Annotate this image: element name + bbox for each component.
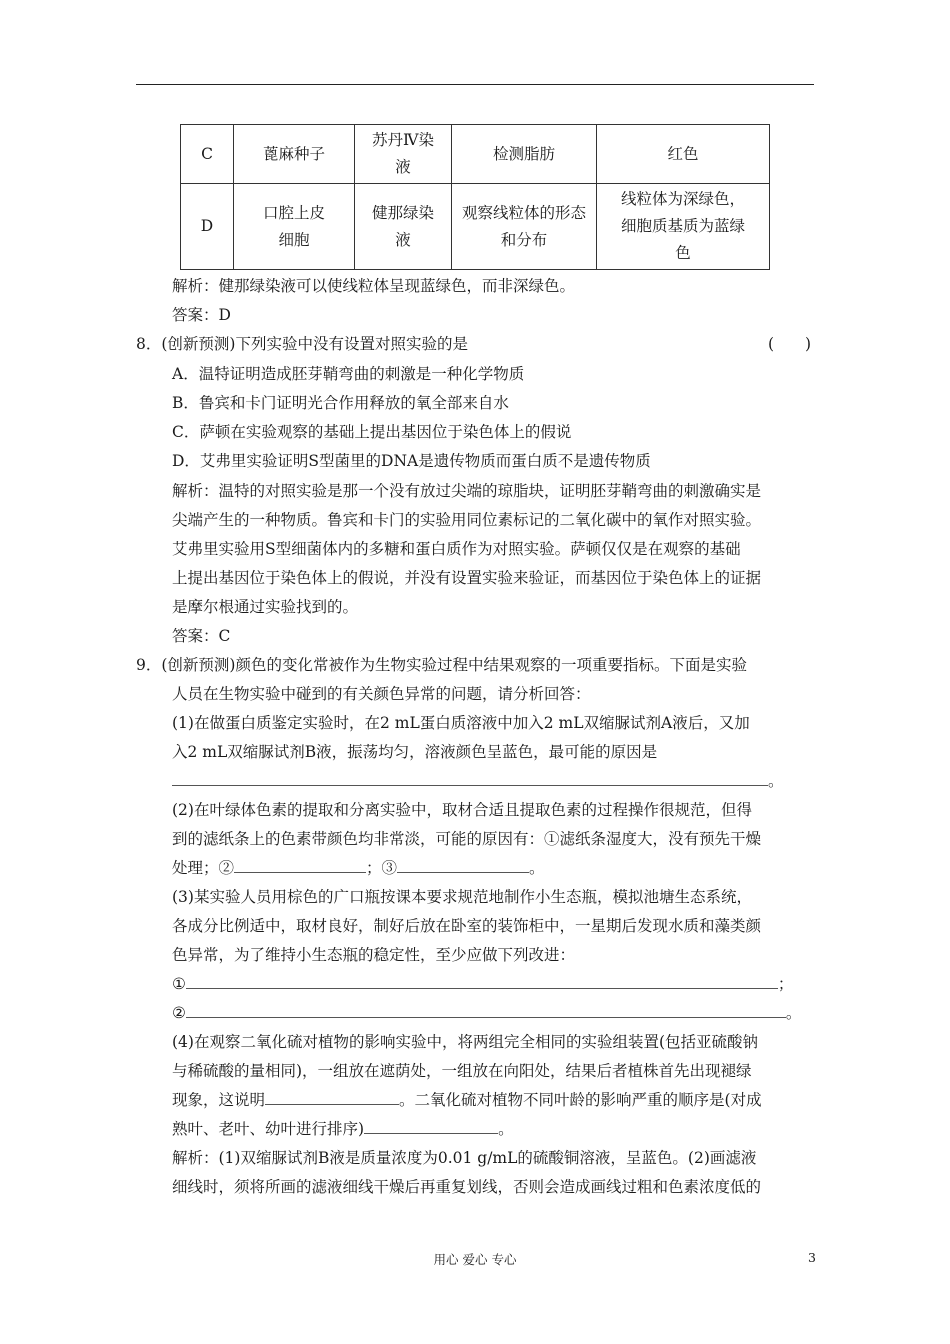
q8-analysis-line: 上提出基因位于染色体上的假说，并没有设置实验来验证，而基因位于染色体上的证据: [172, 569, 762, 587]
q7-answer: 答案：D: [172, 306, 231, 324]
q9-part2: (2)在叶绿体色素的提取和分离实验中，取材合适且提取色素的过程操作很规范，但得: [172, 801, 752, 819]
answer-blank: [397, 858, 529, 873]
q9-part3: 色异常，为了维持小生态瓶的稳定性，至少应做下列改进：: [172, 946, 576, 964]
q8-answer-paren: ( ): [768, 335, 812, 353]
header-rule: [136, 84, 814, 85]
q9-part1-answer-line: 。: [172, 771, 784, 791]
answer-blank: [172, 771, 768, 786]
q8-option-d: D．艾弗里实验证明S型菌里的DNA是遗传物质而蛋白质不是遗传物质: [172, 452, 651, 470]
q9-part1: 入2 mL双缩脲试剂B液，振荡均匀，溶液颜色呈蓝色，最可能的原因是: [172, 743, 658, 761]
q9-analysis: 细线时，须将所画的滤液细线干燥后再重复划线，否则会造成画线过粗和色素浓度低的: [172, 1178, 762, 1196]
q8-stem: 8．(创新预测)下列实验中没有设置对照实验的是: [136, 335, 468, 353]
q8-answer: 答案：C: [172, 627, 231, 645]
answer-blank: [234, 858, 366, 873]
table-cell-reagent: 苏丹Ⅳ染 液: [355, 125, 452, 184]
q9-stem: 人员在生物实验中碰到的有关颜色异常的问题，请分析回答：: [172, 685, 591, 703]
q9-part2: 到的滤纸条上的色素带颜色均非常淡，可能的原因有：①滤纸条湿度大，没有预先干燥: [172, 830, 762, 848]
q8-analysis-line: 艾弗里实验用S型细菌体内的多糖和蛋白质作为对照实验。萨顿仅仅是在观察的基础: [172, 540, 741, 558]
answer-blank: [265, 1090, 399, 1105]
q7-analysis: 解析：健那绿染液可以使线粒体呈现蓝绿色，而非深绿色。: [172, 277, 576, 295]
q9-stem: 9．(创新预测)颜色的变化常被作为生物实验过程中结果观察的一项重要指标。下面是实验: [136, 656, 747, 674]
table-cell-result: 红色: [597, 125, 770, 184]
footer-motto: 用心 爱心 专心: [433, 1252, 517, 1267]
q9-part3: 各成分比例适中，取材良好，制好后放在卧室的装饰柜中，一星期后发现水质和藻类颜: [172, 917, 762, 935]
q9-part4-blank-line: 现象，这说明 。二氧化硫对植物不同叶龄的影响严重的顺序是(对成: [172, 1091, 762, 1109]
table-cell-result: 线粒体为深绿色， 细胞质基质为蓝绿 色: [597, 184, 770, 270]
q8-option-c: C．萨顿在实验观察的基础上提出基因位于染色体上的假说: [172, 423, 572, 441]
q9-part1: (1)在做蛋白质鉴定实验时，在2 mL蛋白质溶液中加入2 mL双缩脲试剂A液后，又加: [172, 714, 750, 732]
q8-analysis-line: 解析：温特的对照实验是那一个没有放过尖端的琼脂块，证明胚芽鞘弯曲的刺激确实是: [172, 482, 762, 500]
q9-part3: (3)某实验人员用棕色的广口瓶按课本要求规范地制作小生态瓶，模拟池塘生态系统，: [172, 888, 752, 906]
q9-analysis: 解析：(1)双缩脲试剂B液是质量浓度为0.01 g/mL的硫酸铜溶液，呈蓝色。(2)画滤液: [172, 1149, 757, 1167]
answer-blank: [364, 1119, 498, 1134]
answer-blank: [186, 1003, 786, 1018]
table-cell-label: C: [181, 125, 234, 184]
q8-option-a: A．温特证明造成胚芽鞘弯曲的刺激是一种化学物质: [172, 365, 525, 383]
table-cell-label: D: [181, 184, 234, 270]
q9-part4: (4)在观察二氧化硫对植物的影响实验中，将两组完全相同的实验组装置(包括亚硫酸钠: [172, 1033, 759, 1051]
q8-analysis-line: 是摩尔根通过实验找到的。: [172, 598, 359, 616]
q9-part3-answer-line: ① ；: [172, 975, 794, 993]
q9-part4-blank-line: 熟叶、老叶、幼叶进行排序) 。: [172, 1120, 514, 1138]
answer-blank: [186, 974, 778, 989]
q8-option-b: B．鲁宾和卡门证明光合作用释放的氧全部来自水: [172, 394, 509, 412]
table-cell-reagent: 健那绿染 液: [355, 184, 452, 270]
table-row: [181, 125, 770, 184]
q8-analysis-line: 尖端产生的一种物质。鲁宾和卡门的实验用同位素标记的二氧化碳中的氧作对照实验。: [172, 511, 762, 529]
q9-part4: 与稀硫酸的量相同)，一组放在遮荫处，一组放在向阳处，结果后者植株首先出现褪绿: [172, 1062, 752, 1080]
experiment-table: [180, 124, 770, 270]
q9-part3-answer-line: ② 。: [172, 1004, 802, 1022]
table-row: [181, 184, 770, 270]
q9-part2-blanks: 处理；② ；③ 。: [172, 859, 545, 877]
table-cell-material: 蓖麻种子: [234, 125, 355, 184]
table-cell-purpose: 观察线粒体的形态 和分布: [452, 184, 597, 270]
table-cell-purpose: 检测脂肪: [452, 125, 597, 184]
table-cell-material: 口腔上皮 细胞: [234, 184, 355, 270]
page-number: 3: [808, 1250, 816, 1265]
